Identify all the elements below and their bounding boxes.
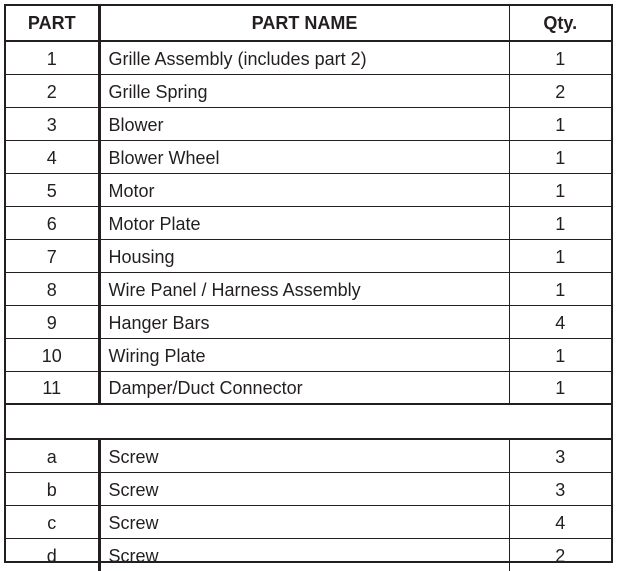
part-number: 1 (46, 48, 57, 69)
part-number: 10 (41, 345, 62, 366)
parts-list-table (6, 6, 611, 571)
part-number-cell (6, 305, 99, 338)
part-qty: 4 (555, 312, 566, 333)
part-name: Blower Wheel (108, 147, 220, 168)
section-divider-row (6, 404, 611, 439)
part-name: Motor (108, 180, 155, 201)
part-name-cell (99, 439, 509, 472)
hardware-letter: c (47, 512, 57, 533)
table-row (6, 41, 611, 74)
part-name-cell (99, 371, 509, 404)
qty-cell (509, 239, 611, 272)
qty-cell (509, 338, 611, 371)
hardware-name: Screw (108, 479, 159, 500)
part-number: 7 (46, 246, 57, 267)
qty-cell (509, 41, 611, 74)
table-row (6, 371, 611, 404)
part-name: Motor Plate (108, 213, 201, 234)
hardware-letter: d (46, 545, 57, 566)
header-row (6, 6, 611, 41)
qty-cell (509, 371, 611, 404)
part-qty: 1 (555, 246, 566, 267)
part-number: 4 (46, 147, 57, 168)
part-qty: 1 (555, 114, 566, 135)
part-name: Grille Assembly (includes part 2) (108, 48, 367, 69)
part-name-cell (99, 305, 509, 338)
part-number: 8 (46, 279, 57, 300)
part-name-cell (99, 505, 509, 538)
part-number-cell (6, 41, 99, 74)
table-row (6, 74, 611, 107)
part-name-cell (99, 74, 509, 107)
part-qty: 1 (555, 48, 566, 69)
hardware-qty: 2 (555, 545, 566, 566)
hardware-qty: 4 (555, 512, 566, 533)
part-name: Hanger Bars (108, 312, 210, 333)
qty-cell (509, 107, 611, 140)
part-name-cell (99, 538, 509, 571)
part-number: 3 (46, 114, 57, 135)
part-name-header-label: PART NAME (251, 13, 358, 33)
hardware-letter: b (46, 479, 57, 500)
part-number: 9 (46, 312, 57, 333)
qty-cell (509, 472, 611, 505)
part-column-header (6, 6, 99, 41)
hardware-name: Screw (108, 446, 159, 467)
part-name-cell (99, 472, 509, 505)
qty-cell (509, 206, 611, 239)
part-number-cell (6, 538, 99, 571)
qty-cell (509, 272, 611, 305)
table-row (6, 472, 611, 505)
parts-list-frame (4, 4, 613, 566)
part-number: 11 (42, 378, 62, 399)
qty-cell (509, 505, 611, 538)
table-row (6, 107, 611, 140)
part-number: 6 (46, 213, 57, 234)
part-number: 2 (46, 81, 57, 102)
part-name-cell (99, 206, 509, 239)
part-number-cell (6, 107, 99, 140)
hardware-name: Screw (108, 545, 159, 566)
part-name-cell (99, 41, 509, 74)
table-row (6, 305, 611, 338)
qty-cell (509, 305, 611, 338)
part-name-cell (99, 239, 509, 272)
table-row (6, 272, 611, 305)
qty-header-label: Qty. (543, 13, 578, 33)
table-row (6, 206, 611, 239)
qty-column-header (509, 6, 611, 41)
part-name: Housing (108, 246, 175, 267)
table-row (6, 338, 611, 371)
part-qty: 1 (555, 378, 566, 399)
qty-cell (509, 439, 611, 472)
part-number: 5 (46, 180, 57, 201)
part-number-cell (6, 472, 99, 505)
table-row (6, 538, 611, 571)
part-name: Grille Spring (108, 81, 208, 102)
part-qty: 1 (555, 345, 566, 366)
part-name: Damper/Duct Connector (108, 378, 303, 399)
table-row (6, 239, 611, 272)
table-row (6, 505, 611, 538)
section-divider (6, 404, 611, 439)
part-number-cell (6, 439, 99, 472)
part-name-cell (99, 272, 509, 305)
part-header-label: PART (27, 13, 76, 33)
part-number-cell (6, 74, 99, 107)
part-number-cell (6, 206, 99, 239)
part-number-cell (6, 239, 99, 272)
part-qty: 1 (555, 180, 566, 201)
part-name: Wiring Plate (108, 345, 206, 366)
part-number-cell (6, 272, 99, 305)
part-name-cell (99, 140, 509, 173)
qty-cell (509, 74, 611, 107)
table-row (6, 173, 611, 206)
part-number-cell (6, 505, 99, 538)
part-qty: 1 (555, 147, 566, 168)
qty-cell (509, 538, 611, 571)
part-name-column-header (99, 6, 509, 41)
table-row (6, 439, 611, 472)
part-name: Wire Panel / Harness Assembly (108, 279, 361, 300)
part-name-cell (99, 107, 509, 140)
table-row (6, 140, 611, 173)
part-name-cell (99, 338, 509, 371)
part-qty: 1 (555, 213, 566, 234)
hardware-letter: a (46, 446, 57, 467)
qty-cell (509, 173, 611, 206)
hardware-qty: 3 (555, 446, 566, 467)
hardware-qty: 3 (555, 479, 566, 500)
part-name: Blower (108, 114, 164, 135)
part-number-cell (6, 338, 99, 371)
part-qty: 2 (555, 81, 566, 102)
part-number-cell (6, 371, 99, 404)
part-name-cell (99, 173, 509, 206)
qty-cell (509, 140, 611, 173)
hardware-name: Screw (108, 512, 159, 533)
part-number-cell (6, 173, 99, 206)
part-number-cell (6, 140, 99, 173)
part-qty: 1 (555, 279, 566, 300)
